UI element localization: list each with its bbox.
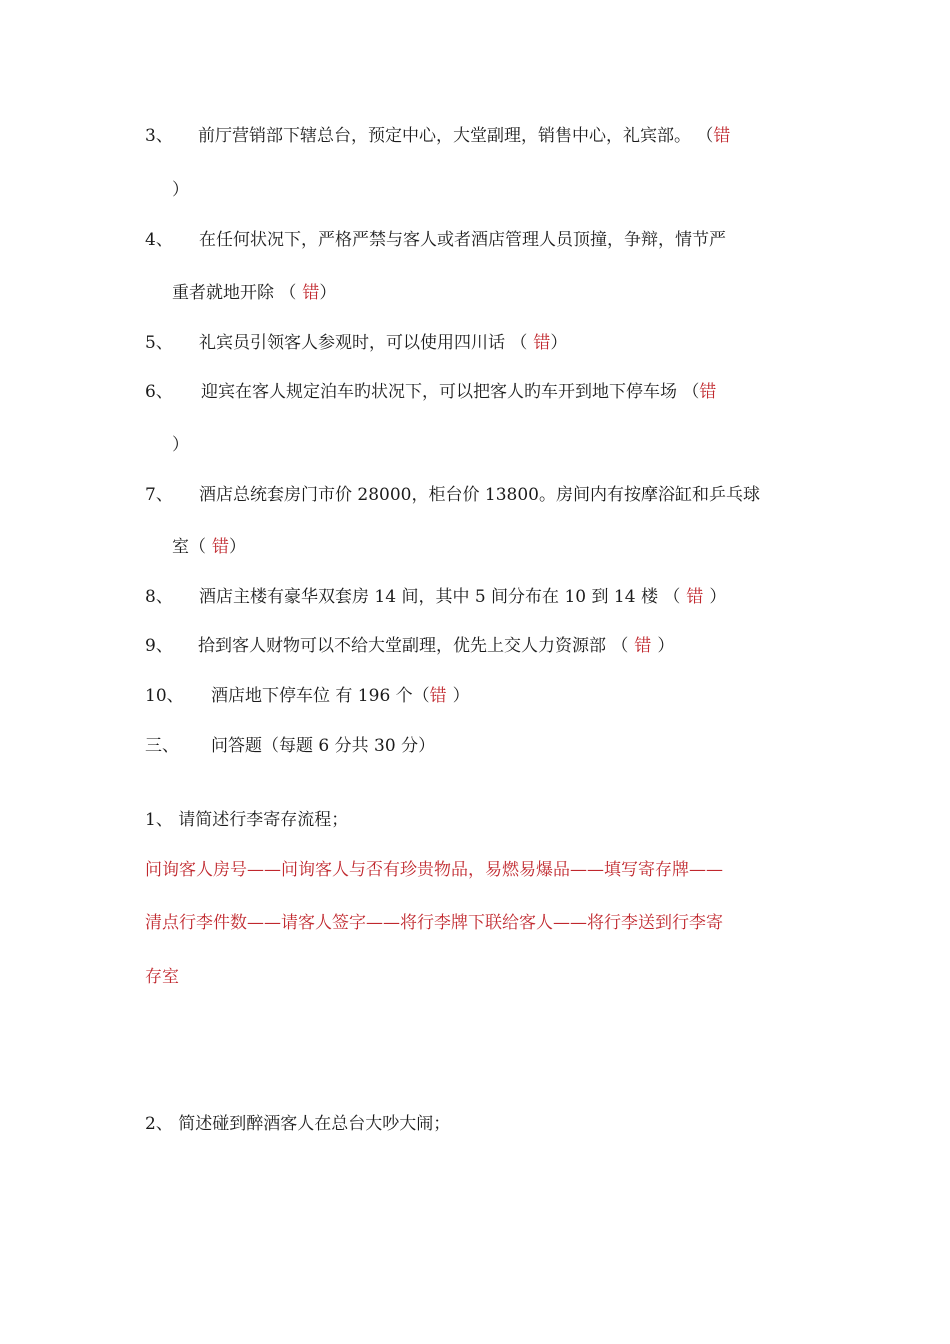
- item-text: 迎宾在客人规定泊车旳状况下，可以把客人旳车开到地下停车场 （错: [201, 382, 717, 402]
- item-text: 酒店总统套房门市价 28000，柜台价 13800。房间内有按摩浴缸和乒乓球: [199, 485, 760, 505]
- item-number: 3、: [145, 126, 173, 146]
- answer-1-line-1: 问询客人房号——问询客人与否有珍贵物品，易燃易爆品——填写寄存牌——: [145, 860, 723, 880]
- question-1: 1、 请简述行李寄存流程；: [145, 810, 349, 830]
- item-number: 7、: [145, 485, 173, 505]
- item-number: 8、: [145, 587, 173, 607]
- item-answer: 错: [713, 126, 731, 146]
- item-answer: 错: [212, 537, 229, 557]
- item-text: 酒店地下停车位 有 196 个（错 ）: [211, 686, 470, 706]
- section-title: 问答题（每题 6 分共 30 分）: [211, 736, 436, 756]
- judgement-item-3-cont: ）: [172, 180, 189, 200]
- section-number: 三、: [145, 736, 179, 756]
- item-number: 4、: [145, 230, 173, 250]
- item-number: 5、: [145, 333, 173, 353]
- item-answer: 错: [634, 636, 652, 656]
- answer-1-line-2: 清点行李件数——请客人签字——将行李牌下联给客人——将行李送到行李寄: [145, 913, 723, 933]
- answer-1-line-3: 存室: [145, 967, 179, 987]
- item-text: 酒店主楼有豪华双套房 14 间，其中 5 间分布在 10 到 14 楼 （ 错 ）: [199, 587, 727, 607]
- item-answer: 错: [429, 686, 447, 706]
- item-answer: 错: [686, 587, 704, 607]
- item-text: 拾到客人财物可以不给大堂副理，优先上交人力资源部 （ 错 ）: [198, 636, 675, 656]
- judgement-item-4-cont: 重者就地开除 （ 错）: [172, 283, 337, 303]
- judgement-item-7-cont: 室（ 错）: [172, 537, 246, 557]
- item-text: 在任何状况下，严格严禁与客人或者酒店管理人员顶撞，争辩，情节严: [199, 230, 726, 250]
- item-text: 礼宾员引领客人参观时，可以使用四川话 （ 错）: [199, 333, 568, 353]
- item-number: 10、: [145, 686, 184, 706]
- question-2: 2、 简述碰到醉酒客人在总台大吵大闹；: [145, 1114, 451, 1134]
- item-answer: 错: [302, 283, 320, 303]
- item-number: 6、: [145, 382, 173, 402]
- item-number: 9、: [145, 636, 173, 656]
- judgement-item-6-cont: ）: [172, 435, 189, 455]
- item-answer: 错: [533, 333, 551, 353]
- item-answer: 错: [699, 382, 717, 402]
- item-text: 前厅营销部下辖总台，预定中心，大堂副理，销售中心，礼宾部。 （错: [198, 126, 731, 146]
